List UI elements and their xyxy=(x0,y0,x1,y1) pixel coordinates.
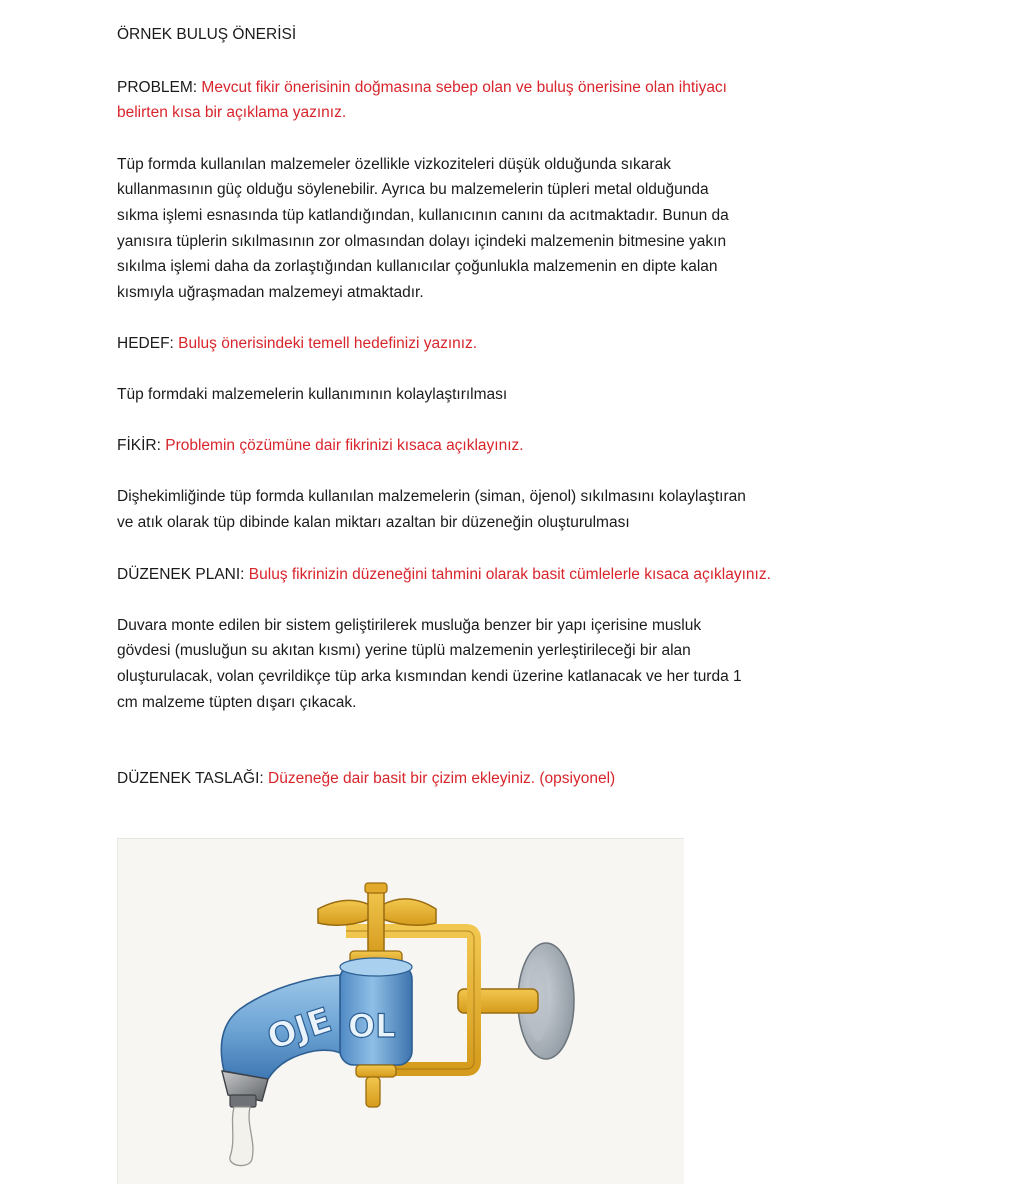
hedef-prompt: Buluş önerisindeki temell hedefinizi yazınız. xyxy=(178,335,478,352)
device-sketch-drawing xyxy=(118,839,684,1184)
device-sketch xyxy=(117,838,684,1184)
duzenek-plani-body-line: oluşturulacak, volan çevrildikçe tüp arka kısmından kendi üzerine katlanacak ve her turda 1 xyxy=(117,668,742,685)
fikir-label: FİKİR: xyxy=(117,437,161,454)
problem-heading xyxy=(117,75,727,101)
problem-body-line: kullanmasının güç olduğu söylenebilir. Ayrıca bu malzemelerin tüpleri metal olduğunda xyxy=(117,181,709,198)
handle-stem xyxy=(368,887,384,957)
hedef-body: Tüp formdaki malzemelerin kullanımının kolaylaştırılması xyxy=(117,386,508,403)
fikir-heading xyxy=(117,433,524,459)
tube-label: OJE xyxy=(262,1000,337,1059)
duzenek-plani-label: DÜZENEK PLANI: xyxy=(117,566,245,583)
handle-right-arm xyxy=(382,899,436,925)
problem-body-line: sıkma işlemi esnasında tüp katlandığından, kullanıcının canını da acıtmaktadır. Bunun da xyxy=(117,207,729,224)
handle-left-arm xyxy=(318,900,370,925)
hedef-label: HEDEF: xyxy=(117,335,174,352)
problem-prompt-line1: Mevcut fikir önerisinin doğmasına sebep olan ve buluş önerisine olan ihtiyacı xyxy=(201,79,727,96)
problem-body-line: sıkılma işlemi daha da zorlaştığından kullanıcılar çoğunlukla malzemenin en dipte kalan xyxy=(117,258,718,275)
duzenek-taslagi-label: DÜZENEK TASLAĞI: xyxy=(117,770,264,787)
document-title: ÖRNEK BULUŞ ÖNERİSİ xyxy=(117,26,297,43)
duzenek-taslagi-prompt: Düzeneğe dair basit bir çizim ekleyiniz. (opsiyonel) xyxy=(268,770,616,787)
hedef-heading xyxy=(117,331,477,357)
bottom-pin xyxy=(366,1077,380,1107)
problem-prompt-line2: belirten kısa bir açıklama yazınız. xyxy=(117,104,347,121)
duzenek-plani-body-line: gövdesi (musluğun su akıtan kısmı) yerine tüplü malzemenin yerleştirileceği bir alan xyxy=(117,642,691,659)
problem-label: PROBLEM: xyxy=(117,79,198,96)
duzenek-taslagi-heading xyxy=(117,766,615,792)
problem-body-line: Tüp formda kullanılan malzemeler özellikle vizkoziteleri düşük olduğunda sıkarak xyxy=(117,156,671,173)
duzenek-plani-body-line: Duvara monte edilen bir sistem geliştirilerek musluğa benzer bir yapı içerisine musluk xyxy=(117,617,702,634)
fikir-body-line: Dişhekimliğinde tüp formda kullanılan malzemelerin (siman, öjenol) sıkılmasını kolaylaştıran xyxy=(117,488,746,505)
paste-drip xyxy=(230,1107,253,1166)
fikir-body-line: ve atık olarak tüp dibinde kalan miktarı azaltan bir düzeneğin oluşturulması xyxy=(117,514,630,531)
problem-body-line: kısmıyla uğraşmadan malzemeyi atmaktadır. xyxy=(117,284,424,301)
duzenek-plani-heading xyxy=(117,562,771,588)
cylinder-label: OL xyxy=(348,1007,396,1045)
problem-body-line: yanısıra tüplerin sıkılmasının zor olmasından dolayı içindeki malzemenin bitmesine yakın xyxy=(117,233,727,250)
duzenek-plani-prompt: Buluş fikrinizin düzeneğini tahmini olarak basit cümlelerle kısaca açıklayınız. xyxy=(248,566,771,583)
fikir-prompt: Problemin çözümüne dair fikrinizi kısaca açıklayınız. xyxy=(165,437,524,454)
duzenek-plani-body-line: cm malzeme tüpten dışarı çıkacak. xyxy=(117,694,357,711)
